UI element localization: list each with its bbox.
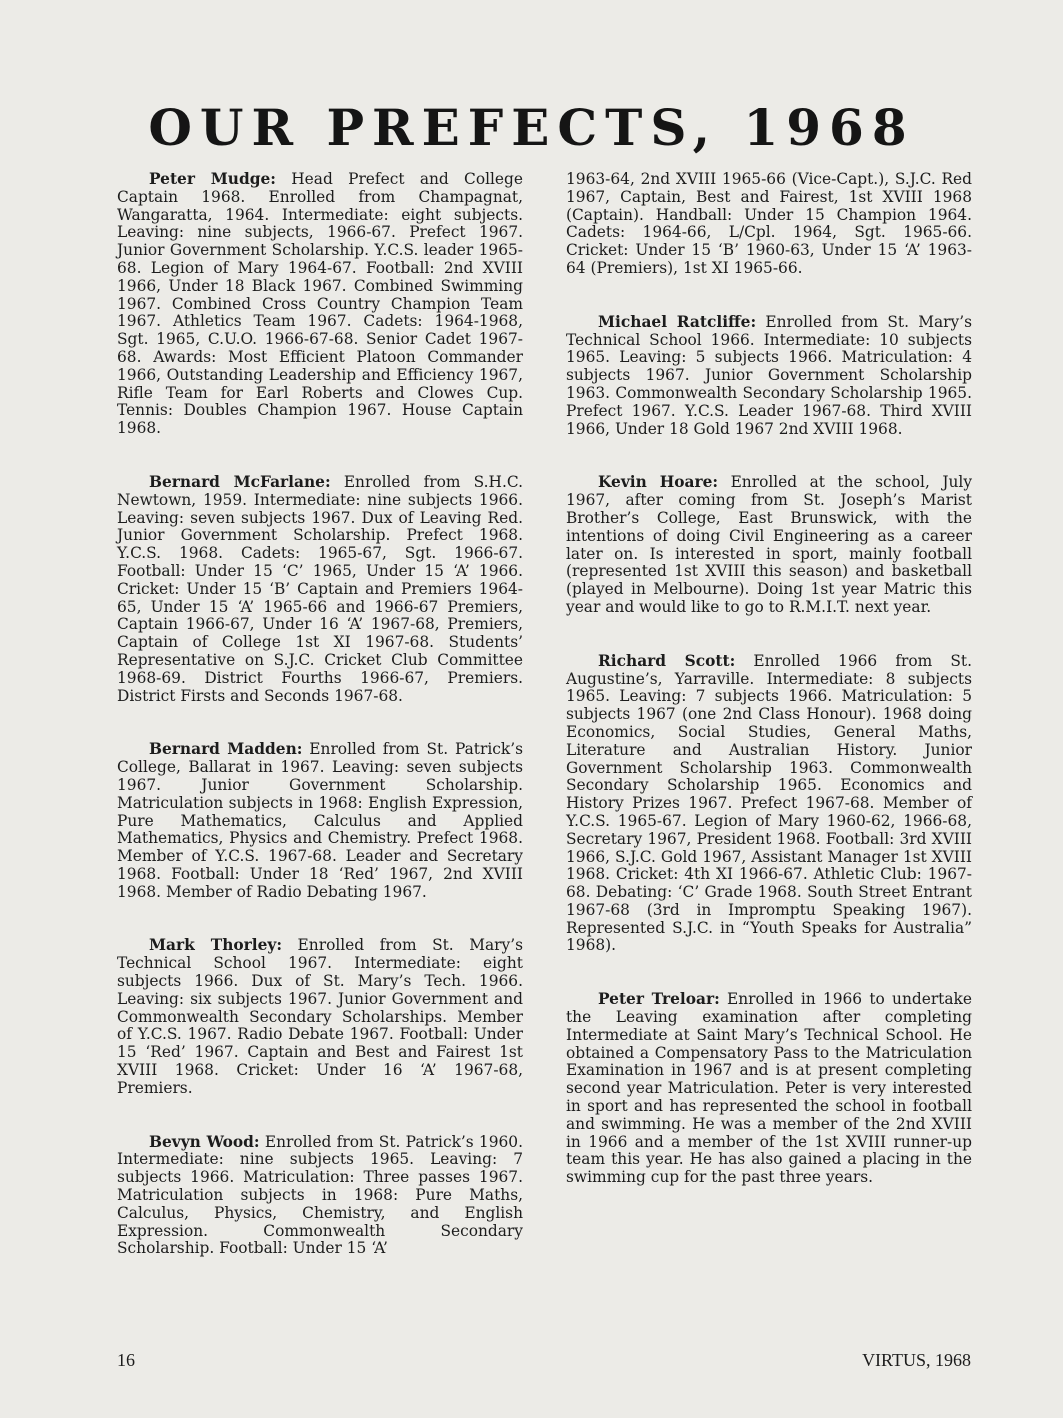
prefect-bio-continuation: 1963-64, 2nd XVIII 1965-66 (Vice-Capt.), S.J.C. Red 1967, Captain, Best and Fairest, 1st XVIII 1968 (Captain). Handball: Under 15 Champion 1964. Cadets: 1964-66, L/Cpl. 1964, Sgt. 1965-66. Cricket: Under 15 ‘B’ 1960-63, Under 15 ‘A’ 1963-64 (Premiers), 1st XI 1965-66. — [566, 170, 972, 277]
prefect-bio: Enrolled from St. Mary’s Technical School 1966. Intermediate: 10 subjects 1965. Leaving: 5 subjects 1966. Matriculation: 4 subjects 1967. Junior Government Scholarship 1963. Commonwealth Secondary Scholarship 1965. Prefect 1967. Y.C.S. Leader 1967-68. Third XVIII 1966, Under 18 Gold 1967 2nd XVIII 1968. — [566, 312, 972, 438]
prefect-name: Richard Scott: — [598, 651, 736, 670]
prefect-bio: Enrolled 1966 from St. Augustine’s, Yarraville. Intermediate: 8 subjects 1965. Leaving: 7 subjects 1966. Matriculation: 5 subjects 1967 (one 2nd Class Honour). 1968 doing Economics, Social Studies, General Maths, Literature and Australian History. Junior Government Scholarship 1963. Commonwealth Secondary Scholarship 1965. Economics and History Prizes 1967. Prefect 1967-68. Member of Y.C.S. 1965-67. Legion of Mary 1960-62, 1966-68, Secretary 1967, President 1968. Football: 3rd XVIII 1966, S.J.C. Gold 1967, Assistant Manager 1st XVIII 1968. Cricket: 4th XI 1966-67. Athletic Club: 1967-68. Debating: ‘C’ Grade 1968. South Street Entrant 1967-68 (3rd in Impromptu Speaking 1967). Represented S.J.C. in “Youth Speaks for Australia” 1968). — [566, 651, 972, 955]
prefect-name: Mark Thorley: — [149, 936, 283, 955]
prefect-name: Kevin Hoare: — [598, 473, 719, 492]
prefect-bio: Enrolled at the school, July 1967, after coming from St. Joseph’s Marist Brother’s College, East Brunswick, with the intentions of doing Civil Engineering as a career later on. Is interested in sport, mainly football (represented 1st XVIII this season) and basketball (played in Melbourne). Doing 1st year Matric this year and would like to go to R.M.I.T. next year. — [566, 473, 973, 616]
prefect-entry — [566, 314, 972, 439]
prefect-name: Bevyn Wood: — [149, 1132, 260, 1151]
right-column — [566, 171, 972, 1187]
continued-entry — [566, 171, 972, 278]
prefect-bio: Enrolled in 1966 to undertake the Leaving examination after completing Intermediate at Saint Mary’s Technical School. He obtained a Compensatory Pass to the Matriculation Examination in 1967 and is at present completing second year Matriculation. Peter is very interested in sport and has represented the school in football and swimming. He was a member of the 2nd XVIII in 1966 and a member of the 1st XVIII runner-up team this year. He has also gained a placing in the swimming cup for the past three years. — [566, 990, 972, 1187]
prefect-bio: Enrolled from St. Patrick’s College, Ballarat in 1967. Leaving: seven subjects 1967. Junior Government Scholarship. Matriculation subjects in 1968: English Expression, Pure Mathematics, Calculus and Applied Mathematics, Physics and Chemistry. Prefect 1968. Member of Y.C.S. 1967-68. Leader and Secretary 1968. Football: Under 18 ‘Red’ 1967, 2nd XVIII 1968. Member of Radio Debating 1967. — [117, 740, 523, 901]
prefect-entry — [566, 474, 972, 616]
page-title: OUR PREFECTS, 1968 — [148, 98, 915, 157]
prefect-entry — [117, 937, 523, 1097]
prefect-bio: Enrolled from S.H.C. Newtown, 1959. Intermediate: nine subjects 1966. Leaving: seven subjects 1967. Dux of Leaving Red. Junior Government Scholarship. Prefect 1968. Y.C.S. 1968. Cadets: 1965-67, Sgt. 1966-67. Football: Under 15 ‘C’ 1965, Under 15 ‘A’ 1966. Cricket: Under 15 ‘B’ Captain and Premiers 1964-65, Under 15 ‘A’ 1965-66 and 1966-67 Premiers, Captain 1966-67, Under 16 ‘A’ 1967-68, Premiers, Captain of College 1st XI 1967-68. Students’ Representative on S.J.C. Cricket Club Committee 1968-69. District Fourths 1966-67, Premiers. District Firsts and Seconds 1967-68. — [117, 472, 523, 705]
prefect-name: Peter Treloar: — [598, 990, 720, 1009]
prefect-entry — [566, 653, 972, 956]
prefect-entry — [117, 474, 523, 705]
left-column — [117, 171, 523, 1258]
prefect-name: Bernard McFarlane: — [149, 472, 331, 491]
prefect-entry — [117, 171, 523, 438]
prefect-bio: Head Prefect and College Captain 1968. Enrolled from Champagnat, Wangaratta, 1964. Intermediate: eight subjects. Leaving: nine subjects, 1966-67. Prefect 1967. Junior Government Scholarship. Y.C.S. leader 1965-68. Legion of Mary 1964-67. Football: 2nd XVIII 1966, Under 18 Black 1967. Combined Swimming 1967. Combined Cross Country Champion Team 1967. Athletics Team 1967. Cadets: 1964-1968, Sgt. 1965, C.U.O. 1966-67-68. Senior Cadet 1967-68. Awards: Most Efficient Platoon Commander 1966, Outstanding Leadership and Efficiency 1967, Rifle Team for Earl Roberts and Clowes Cup. Tennis: Doubles Champion 1967. House Captain 1968. — [117, 170, 524, 438]
prefect-bio: Enrolled from St. Mary’s Technical School 1967. Intermediate: eight subjects 1966. Dux of St. Mary’s Tech. 1966. Leaving: six subjects 1967. Junior Government and Commonwealth Secondary Scholarships. Member of Y.C.S. 1967. Radio Debate 1967. Football: Under 15 ‘Red’ 1967. Captain and Best and Fairest 1st XVIII 1968. Cricket: Under 16 ‘A’ 1967-68, Premiers. — [117, 936, 523, 1097]
page-number: 16 — [117, 1350, 135, 1370]
prefect-name: Bernard Madden: — [149, 740, 303, 759]
prefect-name: Michael Ratcliffe: — [598, 312, 757, 331]
prefect-bio: Enrolled from St. Patrick’s 1960. Intermediate: nine subjects 1965. Leaving: 7 subjects 1966. Matriculation: Three passes 1967. Matriculation subjects in 1968: Pure Maths, Calculus, Physics, Chemistry, and English Expression. Commonwealth Secondary Scholarship. Football: Under 15 ‘A’ — [117, 1132, 523, 1258]
prefect-entry — [117, 741, 523, 901]
publication-footer: VIRTUS, 1968 — [862, 1350, 971, 1370]
prefect-entry — [117, 1134, 523, 1259]
prefect-name: Peter Mudge: — [149, 170, 276, 188]
prefect-entry — [566, 991, 972, 1187]
